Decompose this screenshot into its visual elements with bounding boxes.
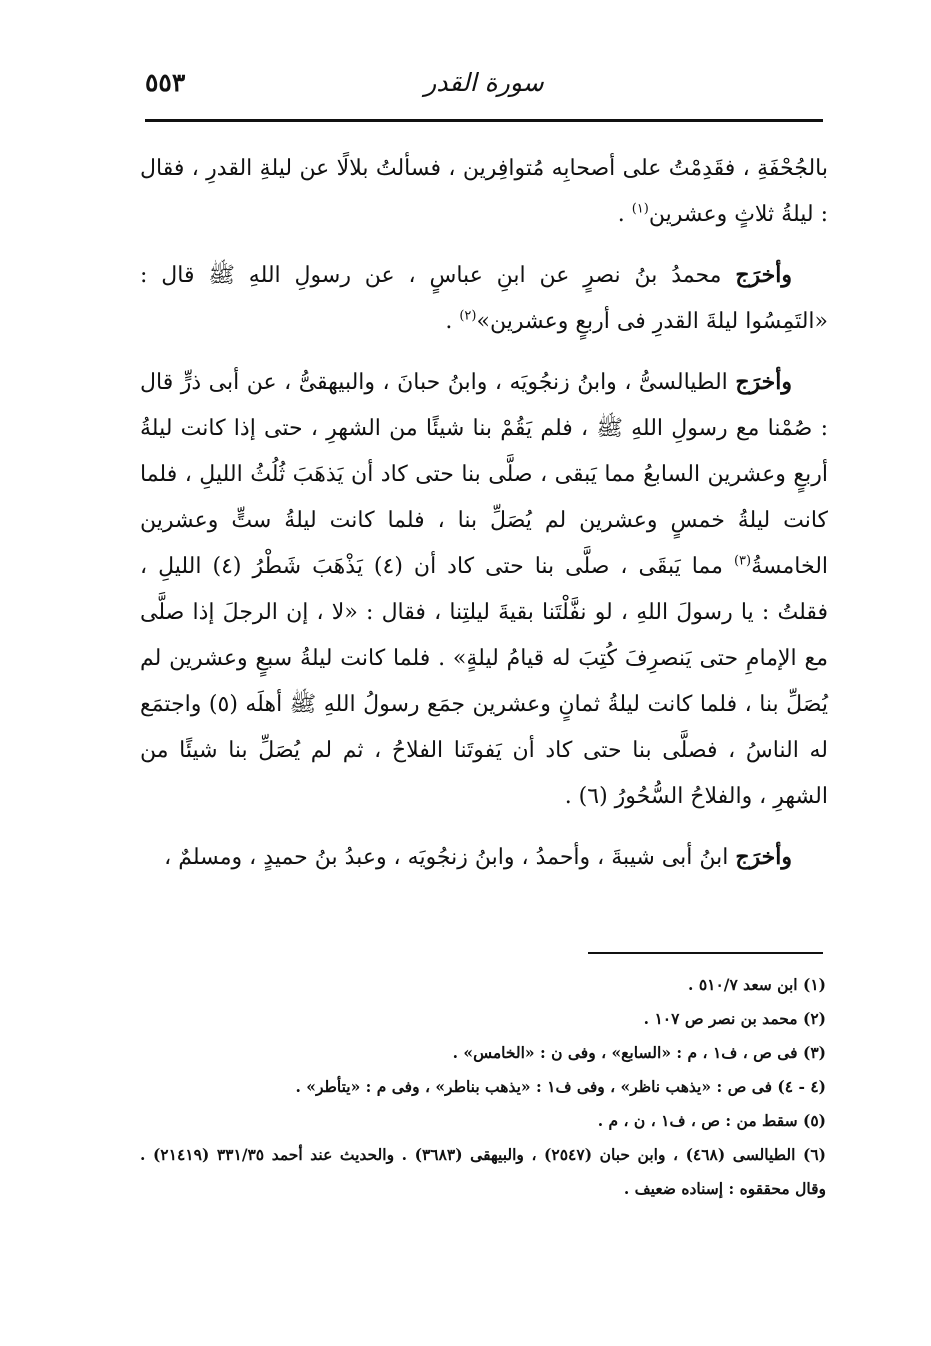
paragraph-lead: وأخرَج [735,844,792,870]
page-number: ٥٥٣ [145,68,186,97]
paragraph-text: الطيالسىُّ ، وابنُ زنجُويَه ، وابنُ حبانَ ، والبيهقىُّ ، عن أبى ذرٍّ قال : صُمْنا مع رسولِ اللهِ ﷺ ، فلم يَقُمْ بنا شيئًا من الشهرِ ، حتى إذا كانت ليلةُ أربعٍ وعشرين السابعُ مما يَبقى ، صلَّى بنا حتى كاد أن يَذهَبَ ثُلُثُ الليلِ ، فلما كانت ليلةُ خمسٍ وعشرين لم يُصَلِّ بنا ، فلما كانت ليلةُ ستٍّ وعشرين الخامسةُ [140,370,829,579]
paragraph [140,834,828,881]
paragraph [140,145,828,238]
footnote: (٥) سقط من : ص ، ف١ ، ن ، م . [597,1111,826,1130]
footnote-marker: (٢) [459,308,477,324]
paragraph-text-end: مما يَبقَى ، صلَّى بنا حتى كاد أن (٤) يَذْهَبَ شَطْرُ (٤) الليلِ ، فقلتُ : يا رسولَ اللهِ ، لو نفَّلْتَنا بقيةَ ليلتِنا ، فقال : «لا ، إن الرجلَ إذا صلَّى مع الإمامِ حتى يَنصرِفَ كُتِبَ له قيامُ ليلةٍ» . فلما كانت ليلةُ سبعٍ وعشرين لم يُصَلِّ بنا ، فلما كانت ليلةُ ثمانٍ وعشرين جمَع رسولُ اللهِ ﷺ أهلَه (٥) واجتمَع له الناسُ ، فصلَّى بنا حتى كاد أن يَفوتَنا الفلاحُ ، ثم لم يُصَلِّ بنا شيئًا من الشهرِ ، والفلاحُ السُّحُورُ (٦) . [140,554,829,809]
paragraph-text: ابنُ أبى شيبةَ ، وأحمدُ ، وابنُ زنجُويَه ، وعبدُ بنُ حميدٍ ، ومسلمٌ ، [164,845,736,870]
footnote: (٤ - ٤) فى ص : «يذهب ناظر» ، وفى ف١ : «يذهب بناطر» ، وفى م : «يتأطر» . [295,1077,826,1096]
paragraph-text: محمدُ بنُ نصرٍ عن ابنِ عباسٍ ، عن رسولِ اللهِ ﷺ قال : «التَمِسُوا ليلةَ القدرِ فى أربعٍ وعشرين» [140,263,828,334]
footnote-rule [588,952,823,954]
running-title: سورة القدر [424,68,544,97]
page-header [145,62,823,112]
footnotes [140,968,826,1206]
paragraph-text-end: . [445,309,460,334]
footnote-marker: (٣) [733,553,752,569]
paragraph [140,359,828,820]
paragraph-text-end: . [617,202,632,227]
paragraph-lead: وأخرَج [735,369,792,395]
paragraph-text: بالجُحْفَةِ ، فقَدِمْتُ على أصحابِه مُتوافِرين ، فسألتُ بلالًا عن ليلةِ القدرِ ، فقال : ليلةُ ثلاثٍ وعشرين [140,156,828,227]
main-text [140,145,828,895]
footnote: (٢) محمد بن نصر ص ١٠٧ . [643,1009,826,1028]
footnote: (٦) الطيالسى (٤٦٨) ، وابن حبان (٢٥٤٧) ، والبيهقى (٣٦٨٣) . والحديث عند أحمد ٣٣١/٣٥ (٢١٤١٩) . وقال محققوه : إسناده ضعيف . [140,1145,826,1198]
footnote: (١) ابن سعد ٥١٠/٧ . [688,975,826,994]
footnote: (٣) فى ص ، ف١ ، م : «السابع» ، وفى ن : «الخامس» . [452,1043,826,1062]
header-rule [145,119,823,122]
paragraph-lead: وأخرَج [735,262,792,288]
paragraph [140,252,828,345]
footnote-marker: (١) [631,201,649,217]
